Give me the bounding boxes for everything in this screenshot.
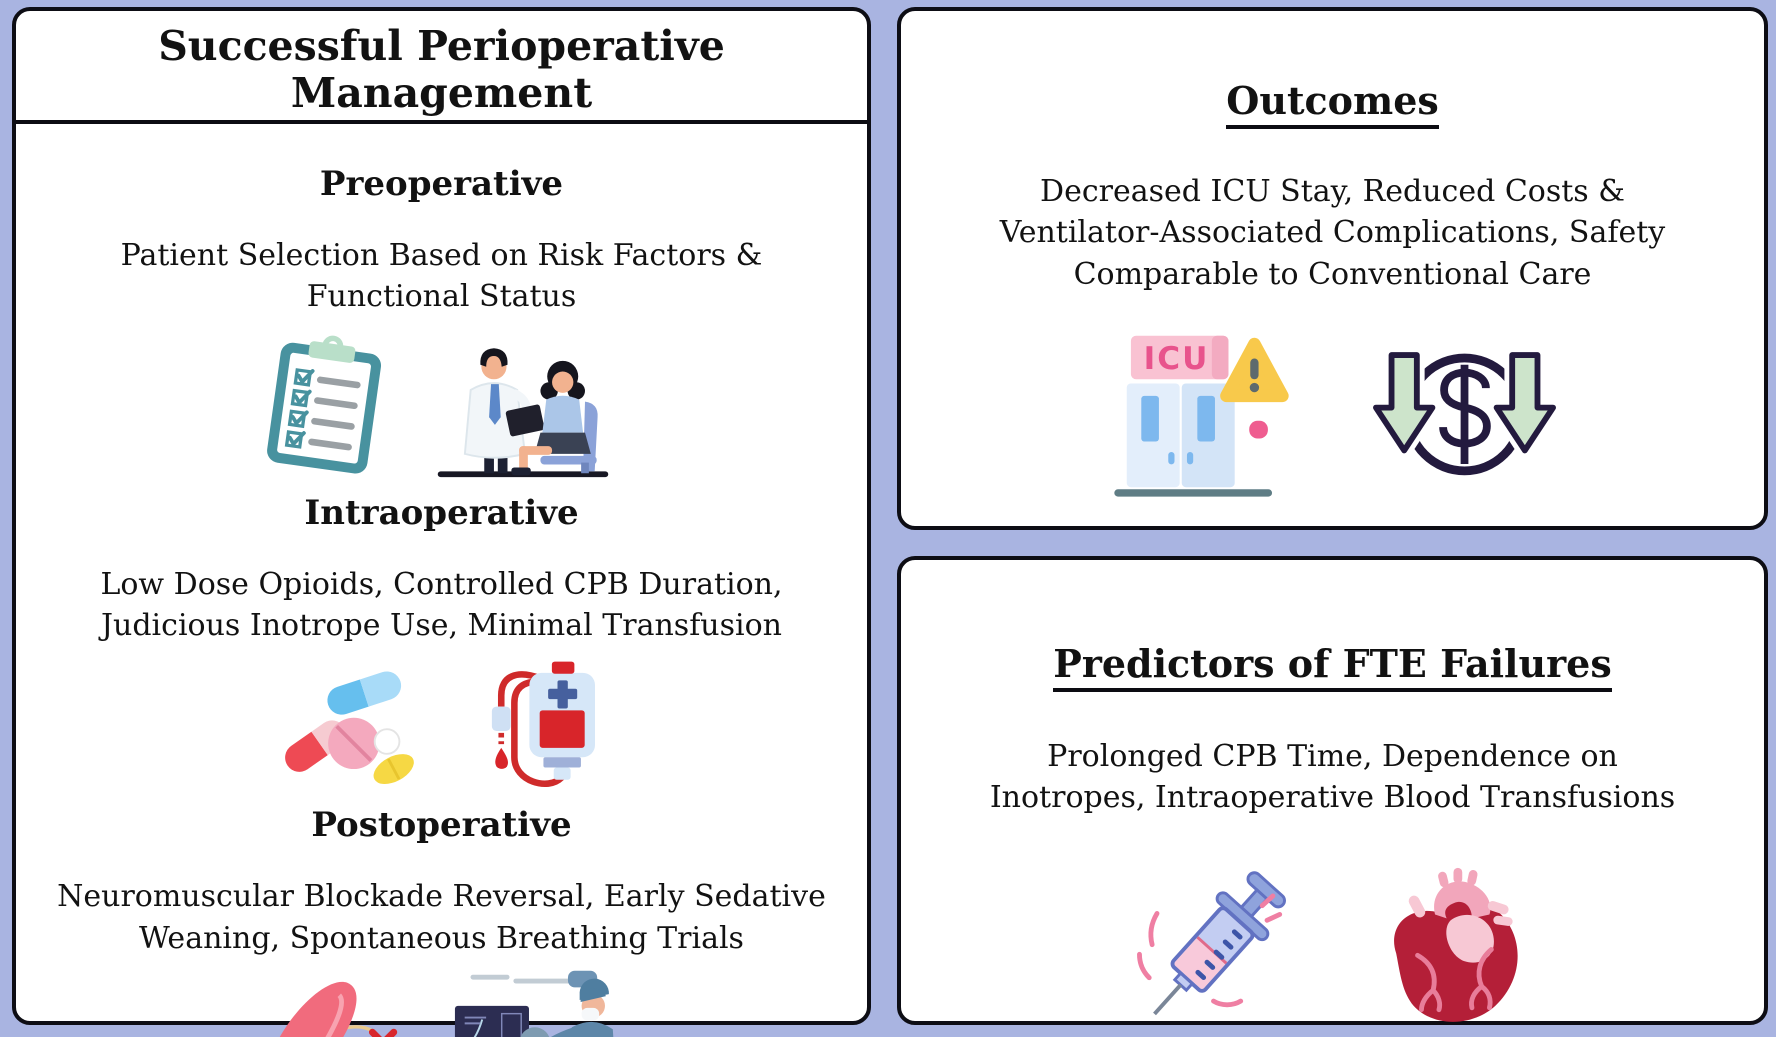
outcomes-description: Decreased ICU Stay, Reduced Costs & Ventilator-Associated Complications, Safety Comparable to Conventional Care — [999, 173, 1666, 292]
predictors-title — [1053, 642, 1611, 693]
ventilator-weaning-patient-icon — [445, 963, 650, 1037]
stage-description-intraoperative: Low Dose Opioids, Controlled CPB Duration, Judicious Inotrope Use, Minimal Transfusion — [100, 566, 783, 643]
stage-description-preoperative: Patient Selection Based on Risk Factors & Functional Status — [120, 237, 763, 315]
syringe-icon — [1120, 857, 1305, 1037]
outcomes-title — [1226, 79, 1439, 130]
icu-sign-label: ICU — [1143, 340, 1210, 377]
neuromuscular-blockade-icon — [234, 968, 429, 1037]
outcomes-panel — [897, 7, 1768, 530]
checklist-clipboard-icon — [261, 328, 393, 478]
preoperative-icon-row — [261, 326, 623, 481]
predictors-panel — [897, 556, 1768, 1025]
icu-doors-icon — [1106, 319, 1298, 506]
perioperative-management-panel — [12, 7, 871, 1025]
doctor-patient-consultation-icon — [423, 326, 623, 481]
decreasing-cost-icon — [1370, 322, 1560, 502]
anatomical-heart-icon — [1361, 864, 1546, 1034]
outcomes-title-text: Outcomes — [1226, 79, 1439, 130]
medication-pills-icon — [274, 656, 426, 789]
intraoperative-icon-row — [274, 652, 610, 793]
panel-title-text: Successful Perioperative Management — [16, 23, 867, 124]
stage-heading-postoperative: Postoperative — [311, 805, 572, 846]
stage-description-postoperative: Neuromuscular Blockade Reversal, Early Sedative Weaning, Spontaneous Breathing Trials — [57, 879, 826, 956]
stage-heading-intraoperative: Intraoperative — [304, 492, 579, 533]
predictors-description: Prolonged CPB Time, Dependence on Inotropes, Intraoperative Blood Transfusions — [989, 738, 1676, 816]
stage-heading-preoperative: Preoperative — [319, 163, 564, 204]
predictors-title-text: Predictors of FTE Failures — [1053, 642, 1611, 693]
postoperative-icon-row — [234, 963, 650, 1037]
panel-title — [16, 23, 867, 124]
blood-transfusion-bag-icon — [460, 652, 610, 793]
predictors-icon-row — [1120, 857, 1546, 1037]
outcomes-icon-row — [1106, 319, 1560, 506]
